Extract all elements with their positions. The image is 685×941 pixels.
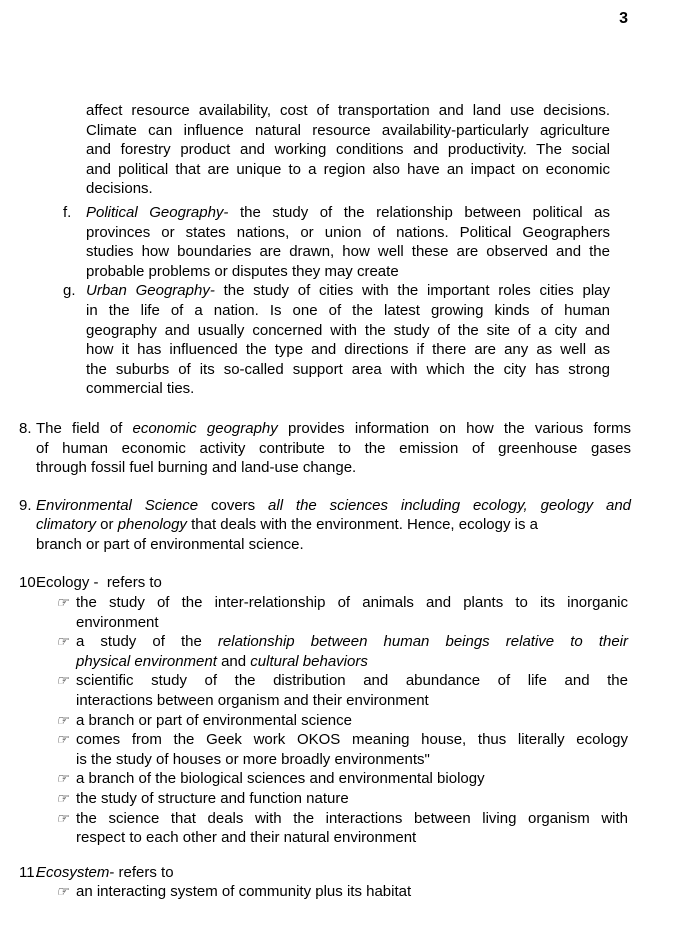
numbered-item-environmental-science	[19, 496, 631, 555]
text-run: interactions between organism and their environment	[76, 692, 429, 710]
text-run: through fossil fuel burning and land-use change.	[36, 459, 357, 477]
text-line	[55, 882, 628, 902]
text-run: relationship between human beings relative to their	[217, 633, 628, 651]
text-line	[63, 203, 610, 223]
text-line	[36, 535, 631, 555]
text-run: the study of the relationship between political as	[228, 203, 610, 221]
text-run: or	[96, 516, 118, 534]
text-line	[19, 496, 632, 516]
text-line	[86, 223, 610, 243]
text-run: is the study of houses or more broadly environments"	[76, 750, 430, 768]
text-run: of human economic activity contribute to the emission of greenhouse gases	[36, 439, 631, 457]
list-marker: 9.	[19, 496, 32, 514]
text-line	[55, 711, 628, 731]
text-line	[76, 750, 628, 770]
text-run: a study of the	[76, 633, 218, 651]
ecosystem-definition-bullet	[57, 882, 628, 902]
text-line	[55, 632, 628, 652]
text-run: the study of the inter-relationship of animals and plants to its inorganic	[76, 594, 628, 612]
text-run: a branch of the biological sciences and environmental biology	[76, 770, 485, 788]
text-run: scientific study of the distribution and abundance of life and the	[76, 672, 628, 690]
text-run: provides information on how the various forms	[277, 419, 631, 437]
text-line	[36, 439, 631, 459]
list-marker: 11.	[19, 863, 39, 881]
text-line	[36, 515, 631, 535]
ecology-definition-bullet	[57, 632, 628, 671]
text-run: Urban Geography-	[86, 282, 215, 300]
text-line	[19, 573, 631, 593]
text-run: Climate can influence natural resource availability-particularly agriculture	[86, 121, 610, 139]
text-run: phenology	[117, 516, 187, 534]
text-run: - refers to	[109, 863, 174, 881]
text-run: an interacting system of community plus its habitat	[76, 883, 412, 901]
ecology-definition-bullet	[57, 809, 628, 848]
text-run: branch or part of environmental science.	[36, 535, 304, 553]
text-run: cultural behaviors	[250, 652, 368, 670]
text-run: probable problems or disputes they may create	[86, 262, 399, 280]
text-run: all the sciences including ecology, geology and	[268, 496, 632, 514]
text-run: commercial ties.	[86, 380, 195, 398]
ecology-definition-bullet	[57, 593, 628, 632]
text-line	[86, 101, 610, 121]
pointing-hand-bullet-icon: ☞	[55, 731, 72, 748]
text-line	[19, 419, 631, 439]
ecology-definition-bullet	[57, 711, 628, 731]
list-marker: 8.	[19, 419, 32, 437]
ecology-definition-bullet	[57, 789, 628, 809]
numbered-item-economic-geography	[19, 419, 631, 478]
lettered-item-political-geography	[61, 203, 610, 281]
text-run: that deals with the environment. Hence, ecology is a	[186, 516, 538, 534]
ecology-definition-bullet	[57, 671, 628, 710]
text-line	[76, 652, 628, 672]
text-run: in the life of a nation. Is one of the latest growing kinds of human	[86, 301, 610, 319]
text-run: and political that are unique to a region also have an impact on economic	[86, 160, 610, 178]
text-run: Political Geography-	[86, 203, 229, 221]
text-run: respect to each other and their natural environment	[76, 829, 417, 847]
text-run: economic geography	[132, 419, 278, 437]
text-run: Environmental Science	[36, 496, 199, 514]
text-run: covers	[198, 496, 269, 514]
pointing-hand-bullet-icon: ☞	[55, 809, 72, 826]
text-line	[86, 301, 610, 321]
pointing-hand-bullet-icon: ☞	[55, 711, 72, 728]
list-marker: g.	[63, 282, 76, 300]
text-run: the study of structure and function nature	[76, 790, 349, 807]
ecology-definition-bullet	[57, 769, 628, 789]
text-line	[76, 828, 628, 848]
list-marker: 10.	[19, 574, 40, 592]
text-line	[86, 340, 610, 360]
pointing-hand-bullet-icon: ☞	[55, 790, 72, 806]
pointing-hand-bullet-icon: ☞	[55, 594, 72, 611]
text-run: geography and usually concerned with the study of the site of a city and	[86, 321, 610, 339]
text-line	[86, 360, 610, 380]
text-line	[55, 809, 628, 829]
document-body	[0, 101, 685, 902]
text-run: climatory	[36, 516, 97, 534]
text-line	[55, 593, 628, 613]
text-run: provinces or states nations, or union of nations. Political Geographers	[86, 223, 610, 241]
pointing-hand-bullet-icon: ☞	[55, 672, 72, 689]
text-line	[63, 281, 611, 301]
text-run: how it has influenced the type and directions if there are any as well as	[86, 341, 610, 359]
text-run: the study of cities with the important roles cities play	[214, 282, 611, 300]
text-run: physical environment	[76, 652, 217, 670]
page-number: 3	[619, 10, 628, 27]
text-line	[86, 262, 610, 282]
text-line	[86, 321, 610, 341]
text-run: Ecosystem	[36, 863, 110, 881]
text-line	[76, 691, 628, 711]
text-run: the science that deals with the interactions between living organism with	[76, 809, 628, 827]
lettered-item-urban-geography	[61, 281, 610, 399]
text-run: environment	[76, 613, 159, 631]
text-run: a branch or part of environmental science	[76, 711, 352, 729]
text-line	[86, 160, 610, 180]
text-line	[36, 458, 631, 478]
text-line	[55, 789, 628, 809]
pointing-hand-bullet-icon: ☞	[55, 770, 72, 787]
text-run: affect resource availability, cost of transportation and land use decisions.	[86, 102, 610, 119]
text-run: Ecology - refers to	[36, 574, 162, 592]
list-marker: f.	[63, 203, 72, 221]
numbered-item-ecosystem	[19, 863, 631, 883]
ecology-definition-bullet	[57, 730, 628, 769]
pointing-hand-bullet-icon: ☞	[55, 883, 72, 900]
text-run: studies how boundaries are drawn, how well these are observed and the	[86, 243, 610, 261]
text-line	[86, 379, 610, 399]
text-run: the suburbs of its so-called support area with which the city has strong	[86, 360, 610, 378]
text-run: The field of	[36, 419, 133, 437]
numbered-item-ecology	[19, 573, 631, 593]
text-run: comes from the Geek work OKOS meaning house, thus literally ecology	[76, 731, 628, 749]
text-line	[86, 242, 610, 262]
text-line	[86, 140, 610, 160]
text-run: and	[216, 652, 251, 670]
text-line	[55, 671, 628, 691]
text-line	[86, 179, 610, 199]
text-run: decisions.	[86, 180, 153, 198]
text-run: and forestry product and working conditions and productivity. The social	[86, 141, 610, 159]
text-line	[19, 863, 631, 883]
pointing-hand-bullet-icon: ☞	[55, 633, 72, 650]
continuation-paragraph	[86, 101, 610, 199]
text-line	[55, 730, 628, 750]
text-line	[55, 769, 628, 789]
text-line	[86, 121, 610, 141]
text-line	[76, 613, 628, 633]
